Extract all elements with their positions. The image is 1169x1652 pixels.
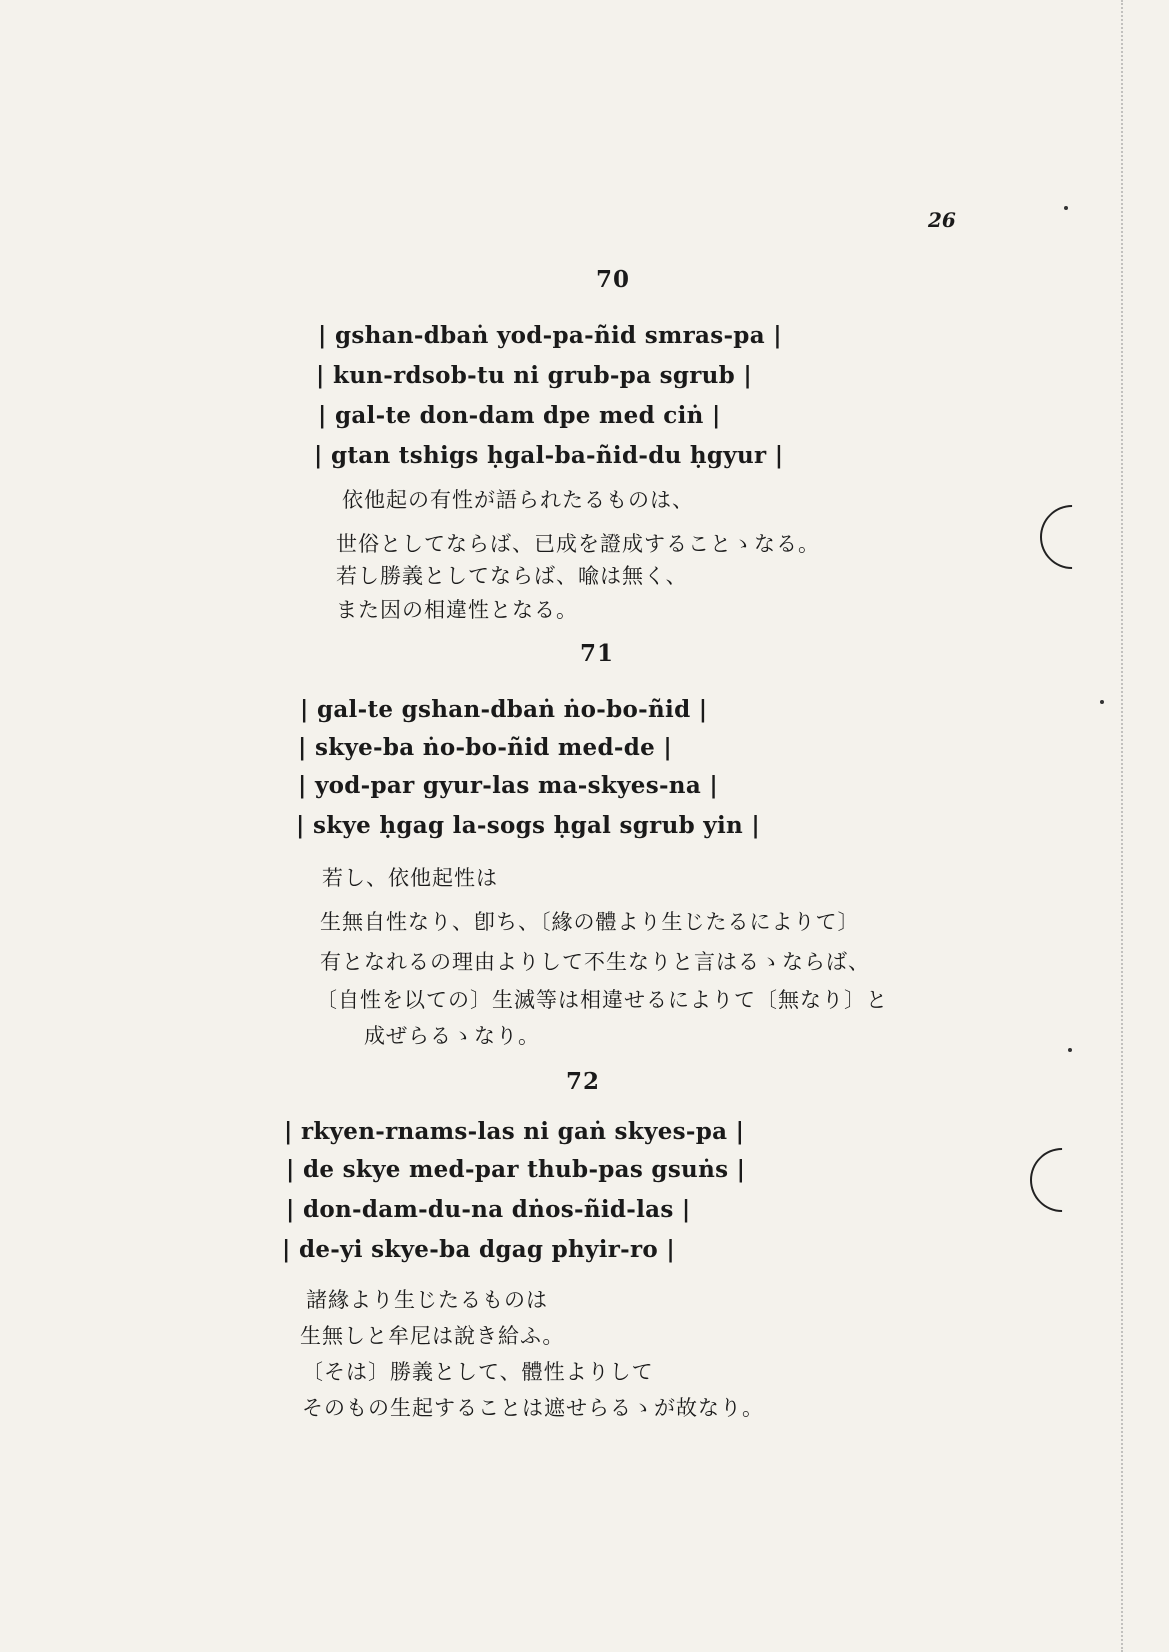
japanese-line: 若し、依他起性は — [322, 866, 498, 890]
speck — [1064, 206, 1068, 210]
japanese-line: 諸緣より生じたるものは — [306, 1288, 548, 1312]
japanese-line: 生無自性なり、卽ち、〔緣の體より生じたるによりて〕 — [320, 910, 860, 934]
japanese-line: 有となれるの理由よりして不生なりと言はるゝならば、 — [320, 950, 870, 974]
binding-hole-upper — [1027, 492, 1118, 583]
verse-number: 71 — [580, 640, 615, 667]
tibetan-line: | skye-ba ṅo-bo-ñid med-de | — [298, 734, 673, 761]
page-edge — [1121, 0, 1151, 1652]
tibetan-line: | don-dam-du-na dṅos-ñid-las | — [286, 1196, 691, 1223]
tibetan-line: | gshan-dbaṅ yod-pa-ñid smras-pa | — [318, 322, 782, 349]
binding-hole-lower — [1017, 1135, 1108, 1226]
japanese-line: 〔そは〕勝義として、體性よりして — [302, 1360, 654, 1384]
japanese-line: そのもの生起することは遮せらるゝが故なり。 — [302, 1396, 764, 1420]
japanese-line: 世俗としてならば、已成を證成することゝなる。 — [336, 532, 820, 556]
tibetan-line: | gal-te gshan-dbaṅ ṅo-bo-ñid | — [300, 696, 708, 723]
verse-number: 72 — [566, 1068, 601, 1095]
speck — [1068, 1048, 1072, 1052]
speck — [1100, 700, 1104, 704]
japanese-line: 〔自性を以ての〕生滅等は相違せるによりて〔無なり〕と — [316, 988, 888, 1012]
tibetan-line: | de-yi skye-ba dgag phyir-ro | — [282, 1236, 676, 1263]
tibetan-line: | de skye med-par thub-pas gsuṅs | — [286, 1156, 746, 1183]
verse-number: 70 — [596, 266, 631, 293]
tibetan-line: | gal-te don-dam dpe med ciṅ | — [318, 402, 721, 429]
japanese-line: また因の相違性となる。 — [336, 598, 578, 622]
japanese-line: 成ぜらるゝなり。 — [364, 1024, 540, 1048]
japanese-line: 依他起の有性が語られたるものは、 — [342, 488, 694, 512]
page-number: 26 — [928, 208, 956, 232]
tibetan-line: | rkyen-rnams-las ni gaṅ skyes-pa | — [284, 1118, 745, 1145]
tibetan-line: | yod-par gyur-las ma-skyes-na | — [298, 772, 719, 799]
tibetan-line: | gtan tshigs ḥgal-ba-ñid-du ḥgyur | — [314, 442, 784, 469]
tibetan-line: | kun-rdsob-tu ni grub-pa sgrub | — [316, 362, 753, 389]
tibetan-line: | skye ḥgag la-sogs ḥgal sgrub yin | — [296, 812, 760, 839]
japanese-line: 生無しと牟尼は說き給ふ。 — [300, 1324, 565, 1348]
japanese-line: 若し勝義としてならば、喩は無く、 — [336, 564, 688, 588]
